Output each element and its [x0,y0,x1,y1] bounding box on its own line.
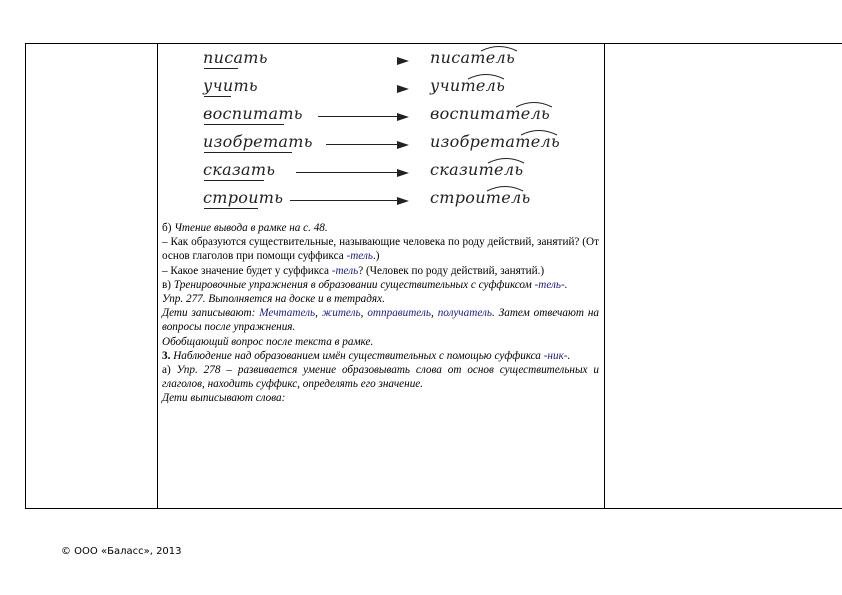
paragraph: Дети выписывают слова: [162,392,286,405]
arrow-line [318,116,400,117]
example-word: житель [321,307,361,320]
verb-word: писать [203,48,268,67]
instruction-text: Тренировочные упражнения в образовании существительных с суффиксом [173,278,535,291]
copyright-footer: © ООО «Баласс», 2013 [61,546,182,557]
paragraph [162,235,599,263]
suffix-arc [520,126,558,136]
question-text: – Как образуются существительные, называющие человека по роду действий, занятий? (От основ глаголов при помощи суффикса [162,236,599,263]
question-text: – Какое значение будет у суффикса [162,264,332,277]
list-marker: б) [162,222,175,234]
noun-word: учитель [430,76,506,95]
paragraph [162,278,599,292]
verb-word: воспитать [203,104,303,123]
table-bottom-border [25,508,842,509]
stem-underline [204,68,238,69]
instruction-text: Упр. 278 – развивается умение образовывать слова от основ существительных и глаголов, находить суффикс, определять его значение. [162,364,599,391]
separator: , [430,307,438,320]
suffix-arc [480,42,518,52]
arrow-icon [397,113,409,121]
paragraph [162,306,599,334]
instruction-text: Чтение вывода в рамке на с. 48. [174,222,328,234]
arrow-icon [397,85,409,93]
table-left-border [25,43,26,509]
paragraph [162,349,599,363]
section-number: 3. [162,349,171,362]
paragraph: Упр. 277. Выполняется на доске и в тетрадях. [162,293,385,306]
list-marker: в) [162,278,174,291]
column-divider-2 [604,43,605,509]
paragraph: Обобщающий вопрос после текста в рамке. [162,335,374,348]
noun-word: изобретатель [430,132,560,151]
verb-word: сказать [203,160,276,179]
suffix-highlight: -тель- [534,278,565,291]
stem-underline [204,152,292,153]
suffix-arc [487,154,525,164]
suffix-highlight: -тель [346,250,373,263]
question-end: ? (Человек по роду действий, занятий.) [358,264,545,277]
arrow-icon [397,197,409,205]
paragraph [162,221,599,235]
suffix-highlight: -ник- [543,349,568,362]
stem-underline [204,124,284,125]
instruction-end: . Затем отвечают на вопросы после упражнения. [162,307,600,334]
example-word: отправитель [367,307,431,320]
section-heading-end: . [567,349,571,362]
section-heading: Наблюдение над образованием имён существительных с помощью суффикса [170,349,544,362]
list-marker: а) [162,364,177,377]
suffix-arc [515,98,553,108]
stem-underline [204,96,231,97]
arrow-line [326,144,400,145]
arrow-icon [397,57,409,65]
arrow-icon [397,169,409,177]
noun-word: писатель [430,48,516,67]
separator: , [360,307,368,320]
verb-word: строить [203,188,284,207]
stem-underline [204,208,258,209]
noun-word: воспитатель [430,104,551,123]
suffix-highlight: -тель [331,264,359,277]
arrow-line [296,172,400,173]
question-end: .) [372,250,380,263]
instruction-end: . [564,278,568,291]
noun-word: строитель [430,188,531,207]
lesson-text [162,221,599,406]
example-word: Мечтатель [259,307,316,320]
arrow-line [290,200,400,201]
instruction-text: Дети записывают: [162,307,260,320]
stem-underline [204,180,264,181]
table-top-border [25,43,842,44]
noun-word: сказитель [430,160,524,179]
suffix-arc [486,182,524,192]
paragraph [162,363,599,391]
suffix-arc [467,70,505,80]
paragraph [162,264,599,278]
arrow-icon [397,141,409,149]
example-word: получатель [437,307,492,320]
separator: , [315,307,322,320]
column-divider-1 [157,43,158,509]
verb-word: учить [203,76,258,95]
verb-word: изобретать [203,132,313,151]
